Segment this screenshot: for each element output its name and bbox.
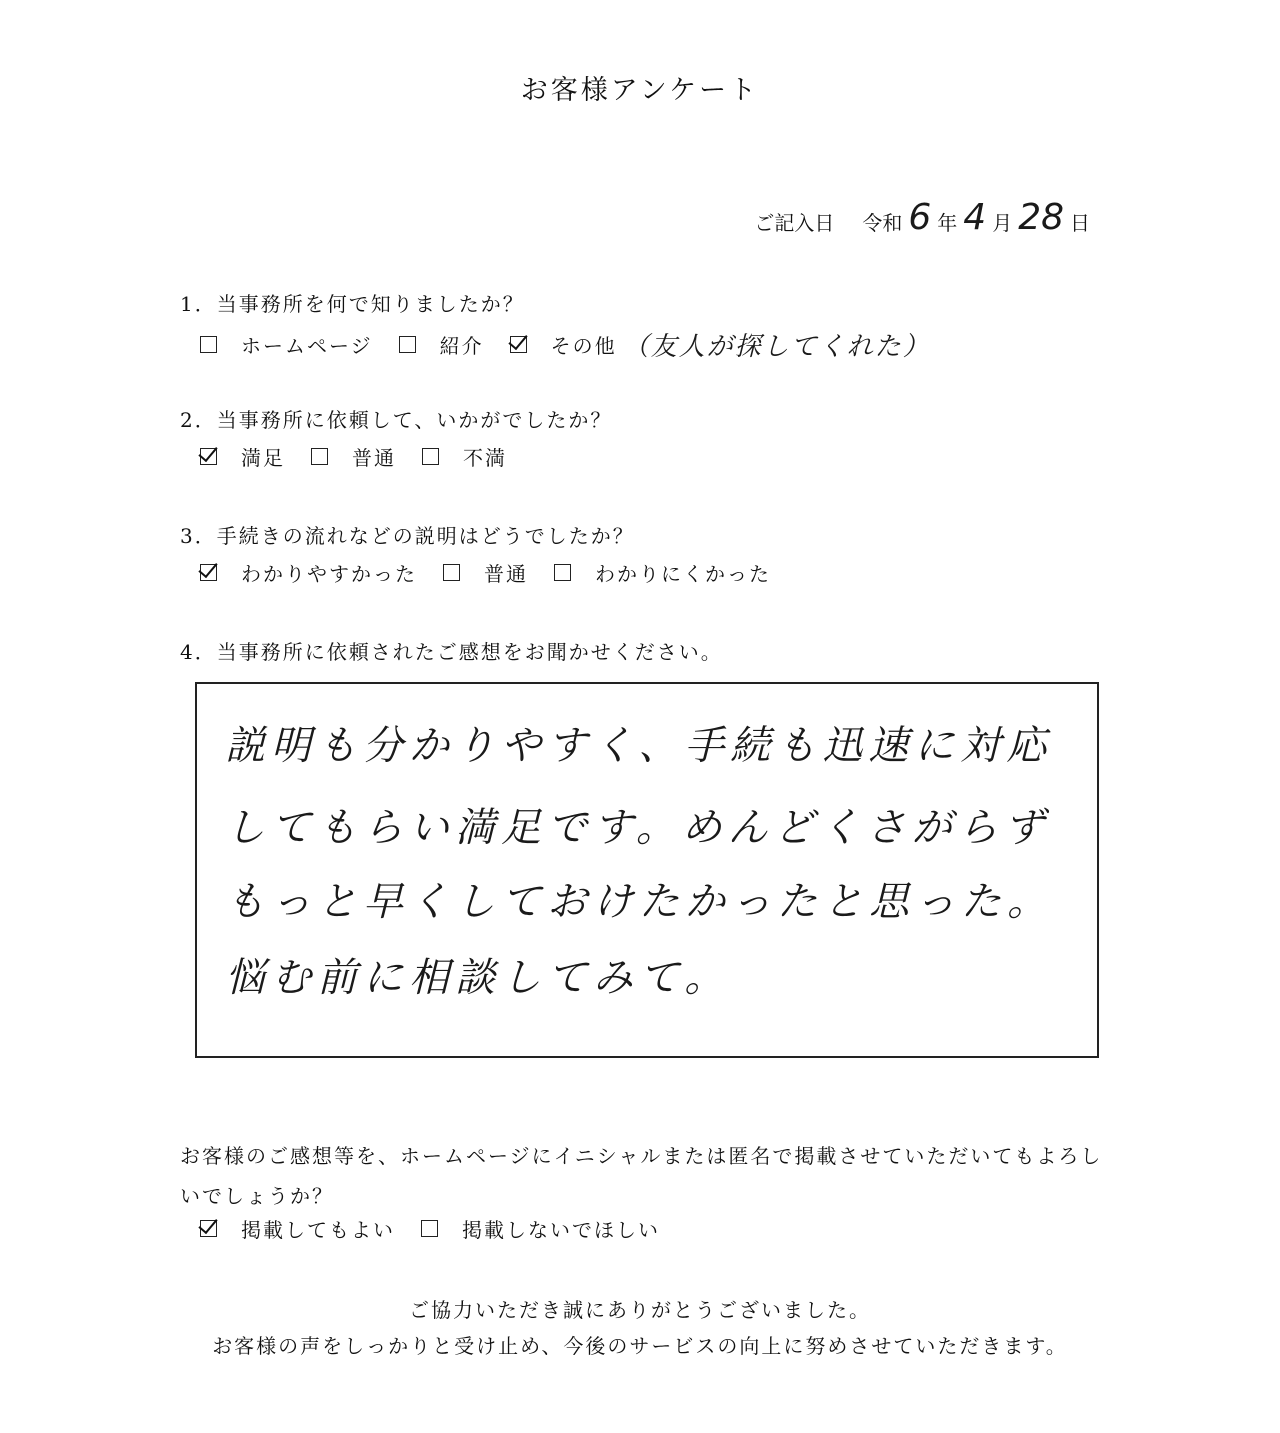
consent-checkbox-0[interactable]: [200, 1220, 217, 1237]
q2-option-label: 普通: [352, 446, 396, 470]
comment-line-4: 悩む前に相談してみて。: [225, 955, 731, 1001]
question-1-options: [200, 326, 957, 363]
q2-checkbox-0[interactable]: [200, 448, 217, 465]
q2-option-dissatisfied[interactable]: [422, 442, 507, 471]
q3-option-label: わかりやすかった: [241, 562, 417, 586]
date-year-unit: 年: [937, 211, 958, 235]
q1-option-referral[interactable]: [399, 330, 484, 359]
q3-checkbox-0[interactable]: [200, 564, 217, 581]
q1-other-text[interactable]: （友人が探してくれた）: [622, 332, 931, 362]
consent-options: [200, 1214, 686, 1243]
question-3-options: [200, 558, 797, 587]
date-row: [754, 197, 1090, 238]
question-2-options: [200, 442, 533, 471]
form-title: お客様アンケート: [520, 75, 760, 106]
q1-checkbox-0[interactable]: [200, 336, 217, 353]
q1-option-other[interactable]: [510, 326, 931, 363]
date-era: 令和: [862, 211, 903, 235]
q2-checkbox-2[interactable]: [422, 448, 439, 465]
consent-option-deny[interactable]: [421, 1214, 660, 1243]
q3-checkbox-1[interactable]: [443, 564, 460, 581]
q3-option-normal[interactable]: [443, 558, 528, 587]
consent-question: お客様のご感想等を、ホームページにイニシャルまたは匿名で掲載させていただいてもよろしいでしょうか？: [180, 1144, 1103, 1208]
footer-message: お客様の声をしっかりと受け止め、今後のサービスの向上に努めさせていただきます。: [212, 1334, 1068, 1358]
date-day[interactable]: 28: [1018, 197, 1064, 238]
q2-option-label: 満足: [241, 446, 285, 470]
date-month-unit: 月: [992, 211, 1013, 235]
comment-line-3: もっと早くしておけたかったと思った。: [225, 879, 1053, 925]
q2-option-satisfied[interactable]: [200, 442, 285, 471]
q1-option-label: 紹介: [439, 334, 484, 358]
question-2: 2．当事務所に依頼して、いかがでしたか？: [180, 408, 613, 432]
comment-line-1: 説明も分かりやすく、手続も迅速に対応: [225, 723, 1053, 769]
q3-option-label: わかりにくかった: [595, 562, 771, 586]
question-4: 4．当事務所に依頼されたご感想をお聞かせください。: [180, 640, 723, 664]
q3-option-easy[interactable]: [200, 558, 417, 587]
q1-checkbox-1[interactable]: [399, 336, 416, 353]
footer-thanks: ご協力いただき誠にありがとうございました。: [409, 1298, 871, 1322]
consent-checkbox-1[interactable]: [421, 1220, 438, 1237]
question-3: 3．手続きの流れなどの説明はどうでしたか？: [180, 524, 635, 548]
q1-checkbox-2[interactable]: [510, 336, 527, 353]
q1-option-homepage[interactable]: [200, 330, 373, 359]
q2-option-normal[interactable]: [311, 442, 396, 471]
comment-line-2: してもらい満足です。めんどくさがらず: [225, 805, 1050, 851]
date-year[interactable]: 6: [908, 197, 932, 238]
date-month[interactable]: 4: [963, 197, 987, 238]
q2-option-label: 不満: [463, 446, 507, 470]
q3-option-hard[interactable]: [554, 558, 771, 587]
q1-option-label: ホームページ: [241, 334, 373, 358]
question-1: 1．当事務所を何で知りましたか？: [180, 292, 525, 316]
q3-checkbox-2[interactable]: [554, 564, 571, 581]
q2-checkbox-1[interactable]: [311, 448, 328, 465]
consent-option-allow[interactable]: [200, 1214, 395, 1243]
q3-option-label: 普通: [484, 562, 528, 586]
date-label: ご記入日: [754, 211, 835, 235]
date-day-unit: 日: [1070, 211, 1090, 235]
q1-option-label: その他: [550, 334, 617, 358]
consent-option-label: 掲載しないでほしい: [462, 1218, 660, 1242]
consent-option-label: 掲載してもよい: [241, 1218, 395, 1242]
comment-box[interactable]: [195, 682, 1099, 1058]
